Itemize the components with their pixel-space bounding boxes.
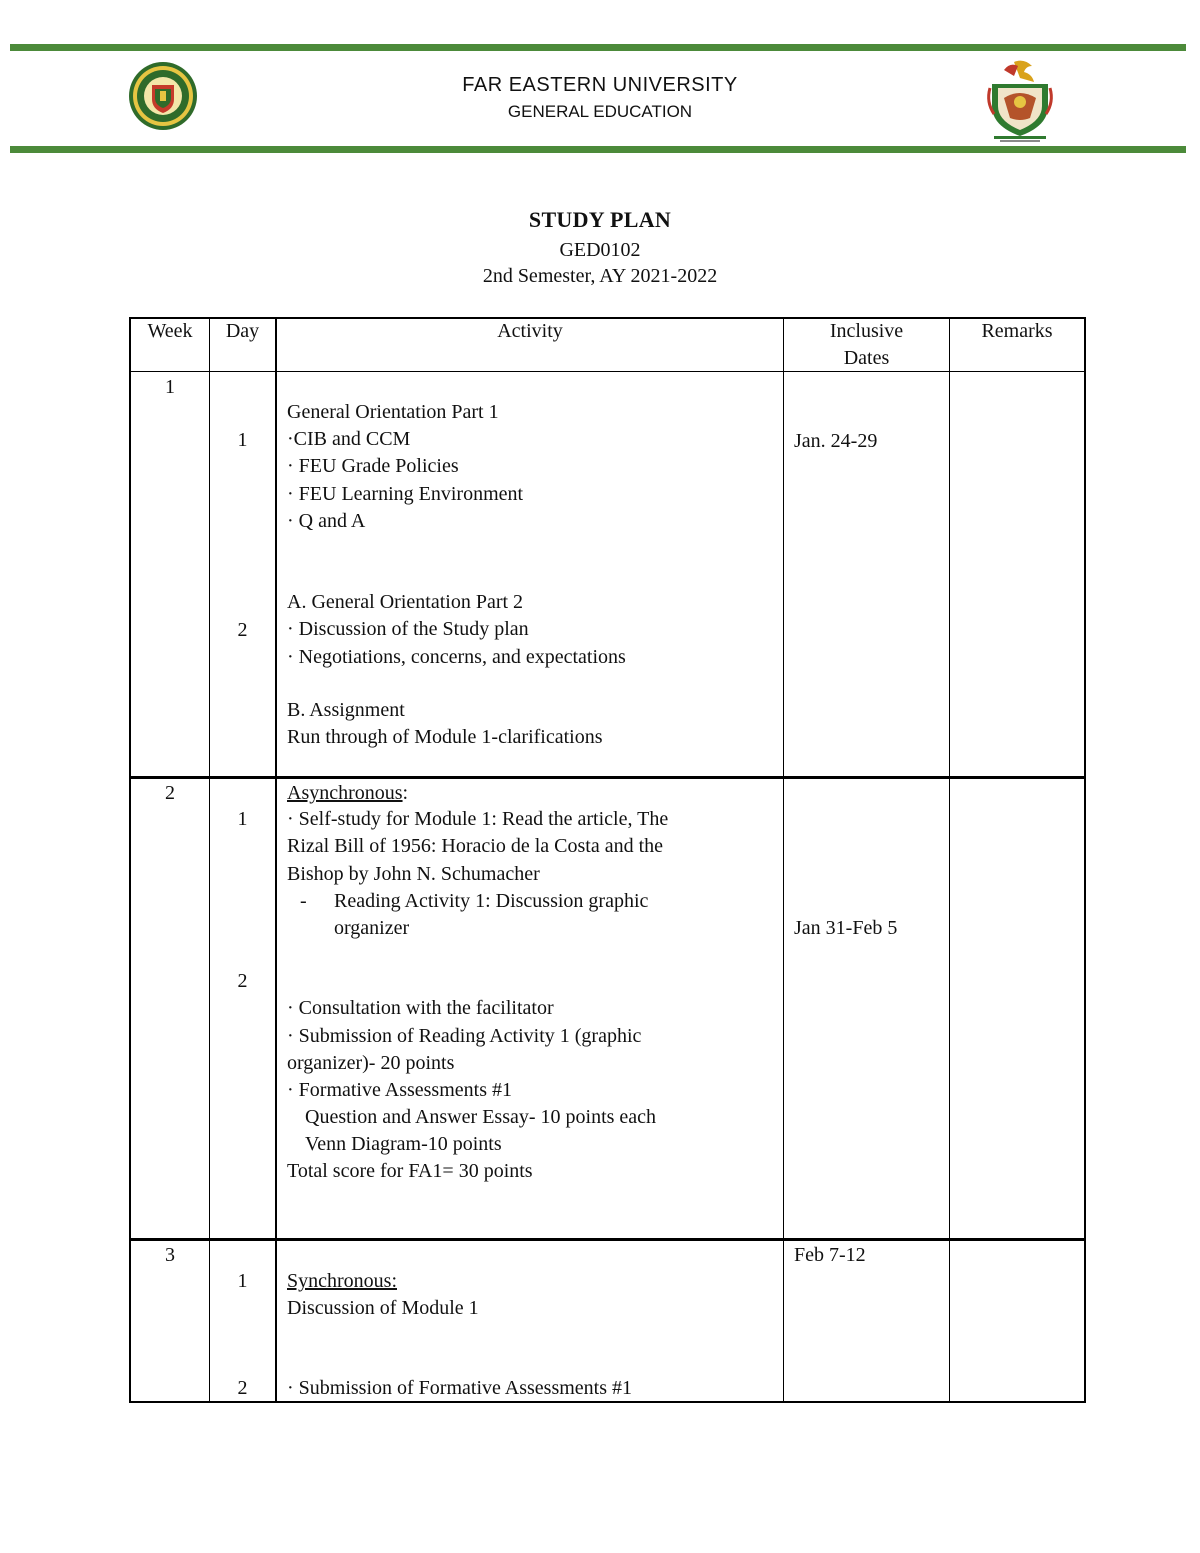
header-week: Week [147, 320, 193, 342]
week2-activity-line: · Consultation with the facilitator [287, 997, 554, 1019]
week1-activity-line: · Q and A [287, 510, 366, 532]
week3-day2: 2 [237, 1377, 248, 1399]
week3-number: 3 [165, 1244, 175, 1266]
week1-number: 1 [165, 376, 175, 398]
week1-activity-line: · Discussion of the Study plan [287, 618, 529, 640]
week2-number: 2 [165, 782, 175, 804]
week1-activity-line: A. General Orientation Part 2 [287, 591, 524, 613]
table-border-left [129, 317, 131, 1403]
week3-heading: Synchronous: [287, 1270, 397, 1292]
week2-activity-line: Total score for FA1= 30 points [287, 1160, 533, 1182]
week1-dates: Jan. 24-29 [794, 430, 878, 452]
week2-heading-colon: : [402, 782, 409, 804]
course-code: GED0102 [559, 239, 641, 261]
week2-heading [287, 780, 408, 807]
col-divider-dates [783, 317, 784, 1403]
department-name: GENERAL EDUCATION [507, 102, 693, 121]
table-border-right [1084, 317, 1086, 1403]
header-dates: Dates [843, 347, 890, 369]
document-title: STUDY PLAN [528, 207, 672, 232]
week2-activity-line: organizer [334, 917, 410, 939]
semester: 2nd Semester, AY 2021-2022 [482, 265, 718, 287]
week3-activity-line: Discussion of Module 1 [287, 1297, 479, 1319]
week2-activity-line: · Self-study for Module 1: Read the article, The [287, 808, 669, 830]
week3-dates: Feb 7-12 [794, 1244, 866, 1266]
week1-activity-line: ·CIB and CCM [287, 428, 411, 450]
week2-activity-line: · Formative Assessments #1 [287, 1079, 512, 1101]
week2-dates: Jan 31-Feb 5 [794, 917, 898, 939]
col-divider-remarks [949, 317, 950, 1403]
header-remarks: Remarks [981, 320, 1053, 342]
row-divider-week2 [129, 776, 1086, 779]
week1-activity-line: · FEU Grade Policies [287, 455, 459, 477]
week1-day1: 1 [237, 429, 248, 451]
week2-activity-line: Rizal Bill of 1956: Horacio de la Costa and the [287, 835, 664, 857]
week2-day2: 2 [237, 970, 248, 992]
week2-activity-line: Question and Answer Essay- 10 points each [305, 1106, 657, 1128]
week3-activity-line: · Submission of Formative Assessments #1 [287, 1377, 633, 1399]
week3-day1: 1 [237, 1270, 248, 1292]
week2-activity-line: Bishop by John N. Schumacher [287, 863, 540, 885]
week2-bullet-dash: - [300, 890, 307, 912]
week1-activity-line: General Orientation Part 1 [287, 401, 499, 423]
week1-activity-line: B. Assignment [287, 699, 405, 721]
week1-activity-line: Run through of Module 1-clarifications [287, 726, 603, 748]
university-name: FAR EASTERN UNIVERSITY [462, 74, 738, 96]
week1-activity-line: · Negotiations, concerns, and expectations [287, 646, 626, 668]
header-activity: Activity [497, 320, 563, 342]
week2-heading-text: Asynchronous [287, 782, 403, 804]
header-day: Day [225, 320, 260, 342]
week2-activity-line: Reading Activity 1: Discussion graphic [334, 890, 649, 912]
week2-day1: 1 [237, 808, 248, 830]
week1-day2: 2 [237, 619, 248, 641]
week2-activity-line: Venn Diagram-10 points [305, 1133, 502, 1155]
week2-activity-line: · Submission of Reading Activity 1 (graphic [287, 1025, 642, 1047]
row-divider-week3 [129, 1238, 1086, 1241]
week2-activity-line: organizer)- 20 points [287, 1052, 455, 1074]
col-divider-day [209, 317, 210, 1403]
week1-activity-line: · FEU Learning Environment [287, 483, 524, 505]
col-divider-activity [275, 317, 277, 1403]
header-inclusive: Inclusive [829, 320, 904, 342]
